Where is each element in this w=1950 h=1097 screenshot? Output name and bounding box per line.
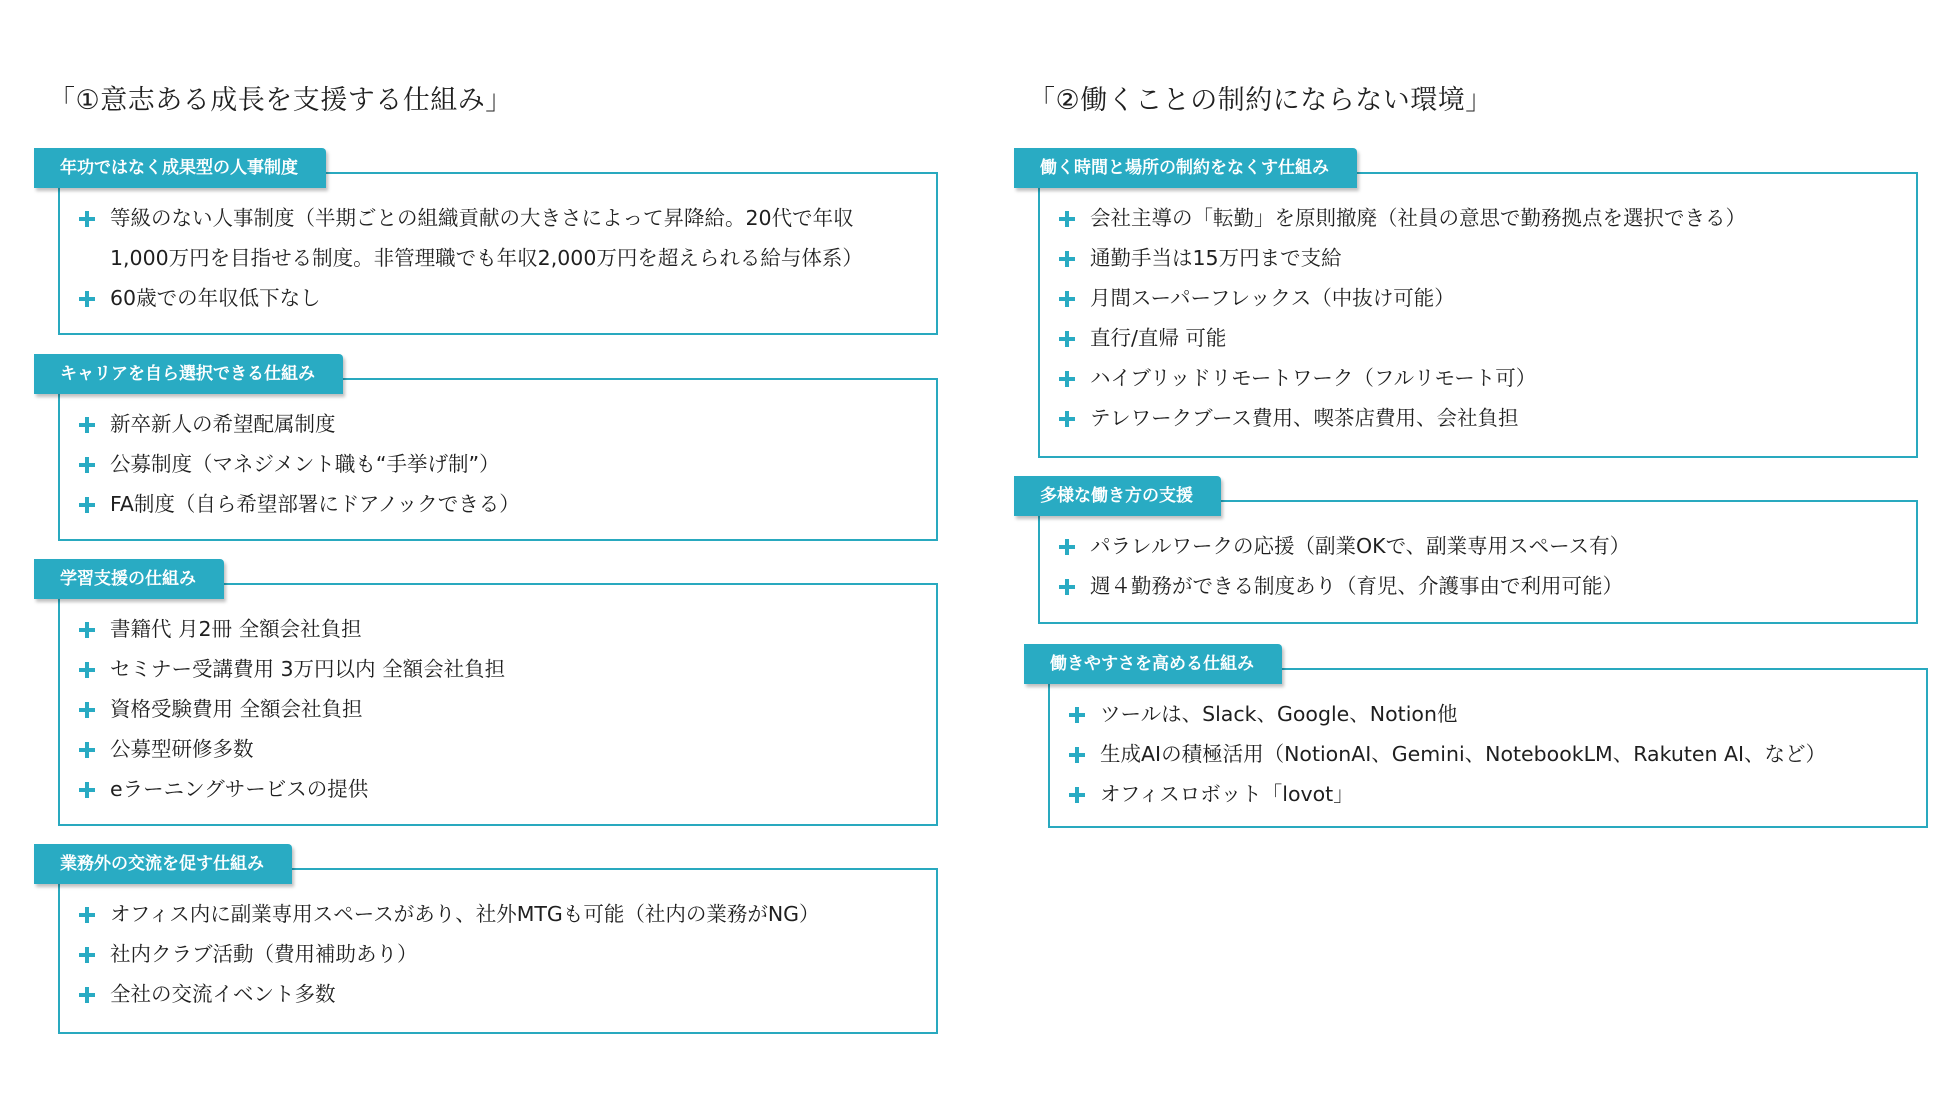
list-item-text: パラレルワークの応援（副業OKで、副業専用スペース有） (1090, 534, 1631, 558)
section-box (58, 583, 938, 826)
cross-bullet-icon (79, 782, 95, 798)
item-list (60, 198, 936, 318)
item-list (60, 894, 936, 1014)
cross-bullet-icon (1059, 291, 1075, 307)
cross-bullet-icon (1069, 747, 1085, 763)
section-tab: 年功ではなく成果型の人事制度 (34, 148, 326, 188)
section-box (58, 868, 938, 1034)
list-item-text: 週４勤務ができる制度あり（育児、介護事由で利用可能） (1090, 574, 1623, 598)
list-item (1040, 318, 1916, 358)
section-tab: キャリアを自ら選択できる仕組み (34, 354, 343, 394)
cross-bullet-icon (79, 417, 95, 433)
list-item (1050, 694, 1926, 734)
left-heading: 「①意志ある成長を支援する仕組み」 (48, 85, 513, 116)
list-item-text: 通勤手当は15万円まで支給 (1090, 246, 1342, 270)
list-item (60, 404, 936, 444)
section-box (58, 378, 938, 541)
list-item-text: ツールは、Slack、Google、Notion他 (1100, 702, 1458, 726)
list-item (1040, 526, 1916, 566)
list-item (60, 484, 936, 524)
list-item (1050, 734, 1926, 774)
cross-bullet-icon (79, 702, 95, 718)
cross-bullet-icon (1059, 211, 1075, 227)
list-item (60, 198, 936, 278)
list-item-text-cont: 1,000万円を目指せる制度。非管理職でも年収2,000万円を超えられる給与体系） (110, 246, 863, 270)
section-box (1038, 500, 1918, 624)
item-list (1050, 694, 1926, 814)
list-item (60, 444, 936, 484)
list-item (60, 894, 936, 934)
cross-bullet-icon (1059, 539, 1075, 555)
section-tab: 多様な働き方の支援 (1014, 476, 1221, 516)
list-item (60, 609, 936, 649)
list-item-text: 公募制度（マネジメント職も“手挙げ制”） (110, 452, 500, 476)
section-tab: 働く時間と場所の制約をなくす仕組み (1014, 148, 1357, 188)
list-item (1040, 398, 1916, 438)
cross-bullet-icon (1059, 411, 1075, 427)
item-list (60, 609, 936, 809)
section-box (1038, 172, 1918, 458)
cross-bullet-icon (1059, 371, 1075, 387)
list-item (60, 729, 936, 769)
list-item (60, 649, 936, 689)
list-item-text: 月間スーパーフレックス（中抜け可能） (1090, 286, 1455, 310)
section-tab: 業務外の交流を促す仕組み (34, 844, 292, 884)
list-item-text: 直行/直帰 可能 (1090, 326, 1227, 350)
list-item (1040, 198, 1916, 238)
cross-bullet-icon (79, 291, 95, 307)
list-item-text: 会社主導の「転勤」を原則撤廃（社員の意思で勤務拠点を選択できる） (1090, 206, 1746, 230)
list-item (1040, 358, 1916, 398)
list-item-text: 書籍代 月2冊 全額会社負担 (110, 617, 362, 641)
list-item-text: FA制度（自ら希望部署にドアノックできる） (110, 492, 520, 516)
list-item-text: 公募型研修多数 (110, 737, 254, 761)
item-list (60, 404, 936, 524)
list-item (60, 769, 936, 809)
cross-bullet-icon (79, 742, 95, 758)
list-item (1050, 774, 1926, 814)
cross-bullet-icon (79, 457, 95, 473)
list-item-text: ハイブリッドリモートワーク（フルリモート可） (1090, 366, 1537, 390)
list-item-text: 60歳での年収低下なし (110, 286, 321, 310)
list-item-text: テレワークブース費用、喫茶店費用、会社負担 (1090, 406, 1519, 430)
list-item (1040, 278, 1916, 318)
section-tab: 学習支援の仕組み (34, 559, 224, 599)
list-item-text: 生成AIの積極活用（NotionAI、Gemini、NotebookLM、Rakuten AI、など） (1100, 742, 1827, 766)
cross-bullet-icon (1069, 787, 1085, 803)
item-list (1040, 198, 1916, 438)
list-item-text: 資格受験費用 全額会社負担 (110, 697, 363, 721)
cross-bullet-icon (79, 622, 95, 638)
list-item-text: 全社の交流イベント多数 (110, 982, 336, 1006)
list-item-text: オフィスロボット「lovot」 (1100, 782, 1354, 806)
list-item (60, 934, 936, 974)
section-box (1048, 668, 1928, 828)
list-item (60, 689, 936, 729)
list-item-text: 新卒新人の希望配属制度 (110, 412, 336, 436)
cross-bullet-icon (79, 662, 95, 678)
list-item (1040, 566, 1916, 606)
cross-bullet-icon (79, 947, 95, 963)
cross-bullet-icon (79, 907, 95, 923)
cross-bullet-icon (1059, 579, 1075, 595)
list-item (1040, 238, 1916, 278)
section-box (58, 172, 938, 335)
section-tab: 働きやすさを高める仕組み (1024, 644, 1282, 684)
cross-bullet-icon (1059, 331, 1075, 347)
cross-bullet-icon (79, 211, 95, 227)
list-item-text: セミナー受講費用 3万円以内 全額会社負担 (110, 657, 506, 681)
cross-bullet-icon (1059, 251, 1075, 267)
list-item-text: オフィス内に副業専用スペースがあり、社外MTGも可能（社内の業務がNG） (110, 902, 820, 926)
list-item (60, 278, 936, 318)
cross-bullet-icon (79, 497, 95, 513)
list-item-text: 等級のない人事制度（半期ごとの組織貢献の大きさによって昇降給。20代で年収 (110, 206, 854, 230)
cross-bullet-icon (79, 987, 95, 1003)
list-item (60, 974, 936, 1014)
item-list (1040, 526, 1916, 606)
list-item-text: 社内クラブ活動（費用補助あり） (110, 942, 418, 966)
cross-bullet-icon (1069, 707, 1085, 723)
list-item-text: eラーニングサービスの提供 (110, 777, 369, 801)
right-heading: 「②働くことの制約にならない環境」 (1028, 85, 1493, 116)
